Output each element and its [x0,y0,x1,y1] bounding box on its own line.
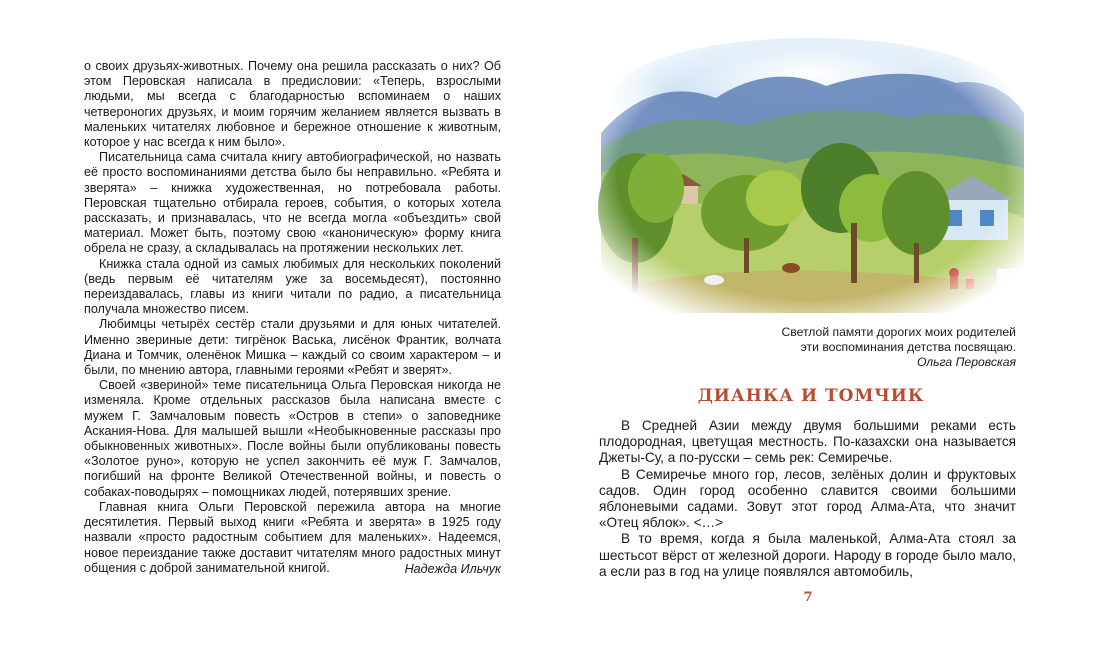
dedication-line: Светлой памяти дорогих моих родителей [781,325,1016,339]
story-text [599,418,1016,580]
afterword-paragraph: Главная книга Ольги Перовской пережила автора на многие десятилетия. Первый выход книги «Ребята и зверята» в 1925 году назвали «просто радостным событием для маленьких». Надеемся, новое переиздание также доставит читателям много радостных минут общения с доброй занимательной книгой. [84,499,501,575]
story-title: ДИАНКА И ТОМЧИК [697,386,925,406]
dedication-author: Ольга Перовская [916,355,1016,369]
afterword-paragraph: Книжка стала одной из самых любимых для нескольких поколений (ведь первым её читателям уже за восемьдесят), постоянно переиздавалась, главы из книги читали по радио, а писательница получала множество писем. [84,256,501,317]
page-number: 7 [803,590,813,605]
watercolor-landscape-illustration [596,38,1026,313]
afterword-paragraph: Любимцы четырёх сестёр стали друзьями и для юных читателей. Именно звериные дети: тигрёнок Васька, лисёнок Франтик, волчата Диана и Томчик, оленёнок Мишка – каждый со своим характером – и были, по мнению автора, главными героями «Ребят и зверят». [84,317,501,378]
afterword-paragraph: Писательница сама считала книгу автобиографической, но назвать её просто воспоминаниями детства было бы неправильно. «Ребята и зверята» – книжка художественная, но потребовала работы. Перовская тщательно отбирала героев, события, о которых хотела рассказать, и признавалась, что не всегда могла «объездить» свой материал. Может быть, поэтому свою «каноническую» форму книга обрела не сразу, а складывалась на протяжении нескольких лет. [84,150,501,256]
afterword-text [84,59,501,576]
story-paragraph: В Семиречье много гор, лесов, зелёных долин и фруктовых садов. Один город особенно славится своими большими яблоневыми садами. Зовут этот город Алма-Ата, что значит «Отец яблок». <…> [599,466,1016,531]
afterword-signature: Надежда Ильчук [404,562,501,576]
dedication-line: эти воспоминания детства посвящаю. [800,340,1016,354]
afterword-paragraph: о своих друзьях-животных. Почему она решила рассказать о них? Об этом Перовская написала в предисловии: «Теперь, взрослыми людьми, мы всегда с благодарностью вспоминаем о наших четвероногих друзьях, и моим горячим желанием является вызвать в маленьких читателях любовное и бережное отношение к животным, которое у нас всегда к ним было». [84,59,501,150]
dedication [730,325,1016,370]
afterword-paragraph: Своей «звериной» теме писательница Ольга Перовская никогда не изменяла. Кроме отдельных рассказов была написана вместе с мужем Г. Замчаловым повесть «Остров в степи» о заповеднике Аскания-Нова. Для малышей вышли «Необыкновенные рассказы про обыкновенных животных». После войны были опубликованы повесть «Золотое руно», которую не успел закончить её муж Г. Замчалов, погибший на фронте Великой Отечественной войны, и повесть о собаках-поводырях – помощниках людей, потерявших зрение. [84,378,501,499]
story-paragraph: В то время, когда я была маленькой, Алма-Ата стоял за шестьсот вёрст от железной дороги. Народу в городе было мало, а если раз в год на улице появлялся автомобиль, [599,531,1016,579]
story-paragraph: В Средней Азии между двумя большими реками есть плодородная, цветущая местность. По-казахски она называется Джеты-Су, а по-русски – семь рек: Семиречье. [599,418,1016,466]
